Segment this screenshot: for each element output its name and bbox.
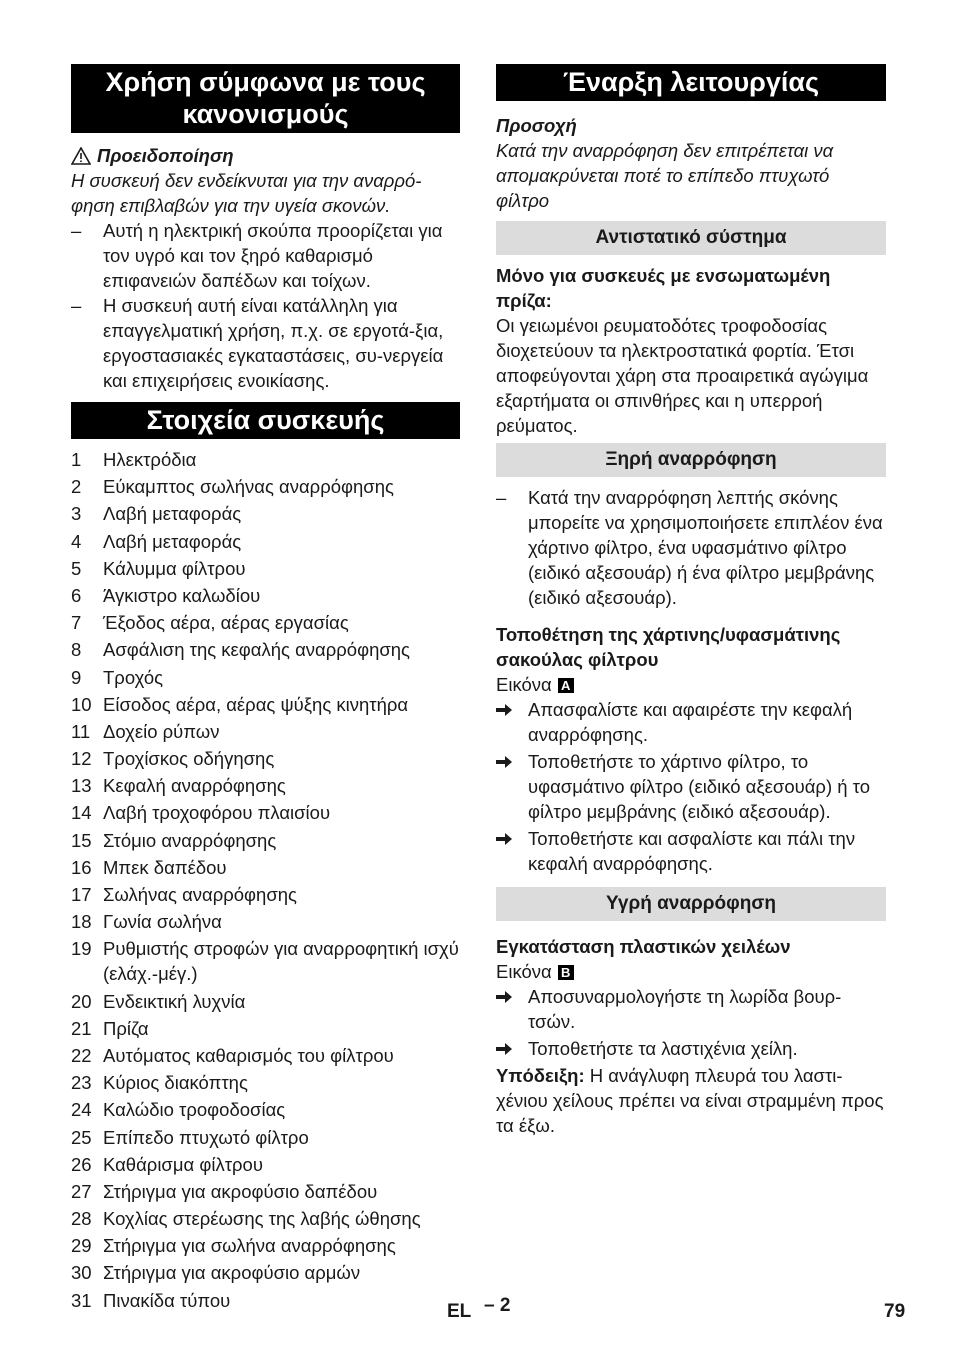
usage-heading: Χρήση σύμφωνα με τους κανονισμούς	[71, 64, 460, 133]
part-number: 17	[71, 884, 92, 905]
arrow-right-icon	[496, 755, 513, 769]
arrow-right-icon	[496, 703, 513, 717]
figure-ref-b	[496, 959, 886, 984]
part-item	[71, 447, 460, 472]
part-label: Ενδεικτική λυχνία	[103, 990, 246, 1012]
part-label: Στήριγμα για ακροφύσιο αρμών	[103, 1262, 361, 1284]
antistatic-heading: Αντιστατικό σύστημα	[496, 221, 886, 255]
page-footer	[0, 1297, 954, 1327]
part-item	[71, 746, 460, 771]
part-label: Καθάρισμα φίλτρου	[103, 1153, 263, 1175]
part-item	[71, 637, 460, 662]
note-paragraph	[496, 1063, 886, 1138]
warning-triangle-icon	[71, 147, 91, 165]
part-item	[71, 1233, 460, 1258]
list-item	[71, 218, 460, 293]
part-label: Σωλήνας αναρρόφησης	[103, 884, 297, 905]
caution-label: Προσοχή	[496, 115, 577, 136]
page-number: 79	[884, 1301, 906, 1322]
part-number: 14	[71, 802, 92, 824]
part-item	[71, 936, 460, 986]
part-number: 20	[71, 990, 92, 1012]
part-item	[71, 882, 460, 907]
lips-subheading: Εγκατάσταση πλαστικών χειλέων	[496, 936, 791, 957]
part-number: 10	[71, 693, 92, 715]
warning-text: Η συσκευή δεν ενδείκνυται για την αναρρό-φηση επιβλαβών για την υγεία σκονών.	[71, 170, 422, 216]
part-label: Τροχίσκος οδήγησης	[103, 748, 275, 770]
parts-list	[71, 447, 460, 1313]
components-heading: Στοιχεία συσκευής	[71, 402, 460, 439]
step-text: Αποσυναρμολογήστε τη λωρίδα βουρ-τσών.	[528, 986, 842, 1032]
part-number: 4	[71, 530, 82, 552]
filter-bag-subheading: Τοποθέτηση της χάρτινης/υφασμάτινης σακούλας φίλτρου	[496, 624, 841, 670]
part-number: 16	[71, 856, 92, 878]
part-item	[71, 828, 460, 853]
arrow-right-icon	[496, 990, 513, 1004]
part-number: 12	[71, 748, 92, 770]
startup-heading: Έναρξη λειτουργίας	[496, 64, 886, 101]
bullet-marker: –	[496, 487, 507, 508]
part-number: 25	[71, 1126, 92, 1148]
part-label: Εύκαμπτος σωλήνας αναρρόφησης	[103, 476, 394, 498]
part-item	[71, 855, 460, 880]
part-item	[71, 474, 460, 499]
part-item	[71, 1016, 460, 1041]
part-label: Ηλεκτρόδια	[103, 449, 197, 470]
part-label: Άγκιστρο καλωδίου	[103, 584, 261, 606]
part-number: 1	[71, 449, 82, 470]
step-text: Τοποθετήστε και ασφαλίστε και πάλι την κεφαλή αναρρόφησης.	[528, 828, 856, 874]
part-label: Κεφαλή αναρρόφησης	[103, 775, 286, 797]
part-label: Κοχλίας στερέωσης της λαβής ώθησης	[103, 1208, 421, 1230]
dry-vacuum-list	[496, 485, 886, 610]
part-label: Πινακίδα τύπου	[103, 1289, 231, 1311]
antistatic-text: Οι γειωμένοι ρευματοδότες τροφοδοσίας διοχετεύουν τα ηλεκτροστατικά φορτία. Έτσι αποφεύγονται χάρη στα προαιρετικά αγώγιμα εξαρτήματα οι σπινθήρες και η υπερροή ρεύματος.	[496, 315, 869, 436]
part-number: 15	[71, 829, 92, 851]
step-item	[496, 826, 886, 876]
note-text: Η ανάγλυφη πλευρά του λαστι-χένιου χείλους πρέπει να είναι στραμμένη προς τα έξω.	[496, 1065, 884, 1136]
part-label: Γωνία σωλήνα	[103, 911, 222, 933]
part-number: 19	[71, 938, 92, 960]
part-item	[71, 1179, 460, 1204]
part-label: Καλώδιο τροφοδοσίας	[103, 1099, 286, 1121]
part-number: 24	[71, 1099, 92, 1121]
arrow-right-icon	[496, 1042, 513, 1056]
part-number: 13	[71, 775, 92, 797]
part-label: Στήριγμα για ακροφύσιο δαπέδου	[103, 1180, 378, 1202]
part-item	[71, 909, 460, 934]
left-column	[71, 64, 460, 1315]
list-item	[71, 293, 460, 393]
part-item	[71, 1260, 460, 1285]
part-label: Λαβή μεταφοράς	[103, 503, 242, 525]
part-number: 26	[71, 1153, 92, 1175]
filter-bag-steps	[496, 697, 886, 876]
language-code: EL	[447, 1301, 472, 1322]
part-item	[71, 719, 460, 744]
bullet-marker: –	[71, 220, 82, 241]
part-number: 3	[71, 503, 82, 525]
part-number: 22	[71, 1044, 92, 1066]
part-item	[71, 610, 460, 635]
caution-text: Κατά την αναρρόφηση δεν επιτρέπεται να απομακρύνεται ποτέ το επίπεδο πτυχωτό φίλτρο	[496, 140, 834, 211]
antistatic-subheading: Μόνο για συσκευές με ενσωματωμένη πρίζα:	[496, 265, 831, 311]
right-column	[496, 64, 886, 1138]
part-item	[71, 800, 460, 825]
arrow-right-icon	[496, 832, 513, 846]
part-number: 18	[71, 911, 92, 933]
part-label: Στόμιο αναρρόφησης	[103, 829, 277, 851]
part-number: 29	[71, 1235, 92, 1257]
part-number: 2	[71, 476, 82, 498]
list-item-text: Η συσκευή αυτή είναι κατάλληλη για επαγγελματική χρήση, π.χ. σε εργοτά-ξια, εργοστασιακές εγκαταστάσεις, συ-νεργεία και επιχειρήσεις ενοικίασης.	[103, 295, 444, 391]
figure-word: Εικόνα	[496, 961, 552, 982]
part-number: 30	[71, 1262, 92, 1284]
part-label: Κάλυμμα φίλτρου	[103, 557, 246, 579]
part-item	[71, 692, 460, 717]
part-item	[71, 773, 460, 798]
part-item	[71, 1152, 460, 1177]
warning-label	[71, 143, 460, 168]
part-label: Μπεκ δαπέδου	[103, 856, 227, 878]
step-item	[496, 697, 886, 747]
part-number: 8	[71, 639, 82, 661]
part-label: Δοχείο ρύπων	[103, 720, 220, 742]
part-item	[71, 1070, 460, 1095]
step-item	[496, 984, 886, 1034]
figure-a-badge: A	[558, 678, 574, 693]
part-item	[71, 1206, 460, 1231]
section-page-number: – 2	[484, 1295, 511, 1316]
step-text: Απασφαλίστε και αφαιρέστε την κεφαλή αναρρόφησης.	[528, 699, 853, 745]
list-item-text: Κατά την αναρρόφηση λεπτής σκόνης μπορείτε να χρησιμοποιήσετε επιπλέον ένα χάρτινο φίλτρο, ένα υφασμάτινο φίλτρο (ειδικό αξεσουάρ) ή ένα φίλτρο μεμβράνης (ειδικό αξεσουάρ).	[528, 487, 883, 608]
part-item	[71, 556, 460, 581]
part-label: Ασφάλιση της κεφαλής αναρρόφησης	[103, 639, 410, 661]
part-item	[71, 529, 460, 554]
part-label: Στήριγμα για σωλήνα αναρρόφησης	[103, 1235, 396, 1257]
part-item	[71, 1097, 460, 1122]
part-label: Είσοδος αέρα, αέρας ψύξης κινητήρα	[103, 693, 409, 715]
part-number: 7	[71, 612, 82, 634]
part-number: 31	[71, 1289, 92, 1311]
part-item	[71, 1125, 460, 1150]
part-item	[71, 665, 460, 690]
part-label: Λαβή τροχοφόρου πλαισίου	[103, 802, 331, 824]
lips-steps	[496, 984, 886, 1061]
dry-vacuum-heading: Ξηρή αναρρόφηση	[496, 443, 886, 477]
warning-label-text: Προειδοποίηση	[97, 145, 234, 166]
part-item	[71, 989, 460, 1014]
part-label: Τροχός	[103, 666, 164, 688]
part-label: Λαβή μεταφοράς	[103, 530, 242, 552]
part-number: 23	[71, 1072, 92, 1094]
usage-list	[71, 218, 460, 393]
part-label: Κύριος διακόπτης	[103, 1072, 248, 1094]
part-number: 28	[71, 1208, 92, 1230]
part-number: 27	[71, 1180, 92, 1202]
part-label: Αυτόματος καθαρισμός του φίλτρου	[103, 1044, 394, 1066]
figure-ref-a	[496, 672, 886, 697]
part-item	[71, 1043, 460, 1068]
part-number: 5	[71, 557, 82, 579]
part-number: 9	[71, 666, 82, 688]
part-item	[71, 583, 460, 608]
part-label: Ρυθμιστής στροφών για αναρροφητική ισχύ (ελάχ.-μέγ.)	[103, 938, 459, 985]
part-label: Έξοδος αέρα, αέρας εργασίας	[103, 612, 349, 634]
part-label: Πρίζα	[103, 1017, 149, 1039]
list-item-text: Αυτή η ηλεκτρική σκούπα προορίζεται για τον υγρό και τον ξηρό καθαρισμό επιφανειών δαπέδων και τοίχων.	[103, 220, 443, 291]
part-label: Επίπεδο πτυχωτό φίλτρο	[103, 1126, 309, 1148]
wet-vacuum-heading: Υγρή αναρρόφηση	[496, 887, 886, 921]
step-item	[496, 1036, 886, 1061]
step-text: Τοποθετήστε το χάρτινο φίλτρο, το υφασμάτινο φίλτρο (ειδικό αξεσουάρ) ή το φίλτρο μεμβράνης (ειδικό αξεσουάρ).	[528, 751, 871, 822]
note-label: Υπόδειξη:	[496, 1065, 585, 1086]
figure-b-badge: B	[558, 965, 574, 980]
step-text: Τοποθετήστε τα λαστιχένια χείλη.	[528, 1038, 798, 1059]
bullet-marker: –	[71, 295, 82, 316]
list-item	[496, 485, 886, 610]
part-item	[71, 501, 460, 526]
part-number: 11	[71, 720, 91, 742]
part-number: 21	[71, 1017, 92, 1039]
figure-word: Εικόνα	[496, 674, 552, 695]
part-number: 6	[71, 584, 82, 606]
step-item	[496, 749, 886, 824]
